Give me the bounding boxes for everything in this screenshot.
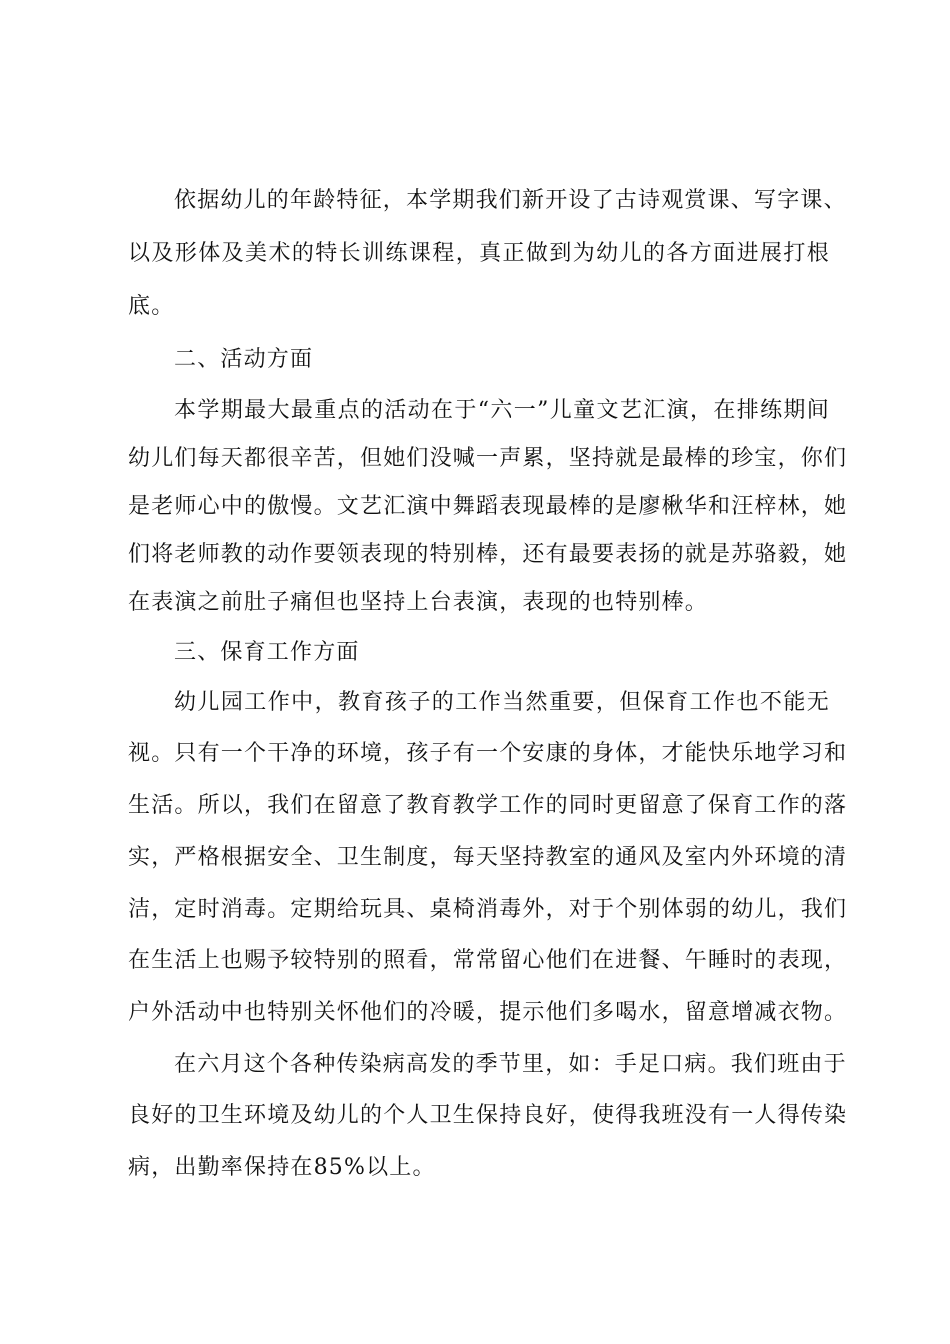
paragraph-3-line-2: 视。只有一个干净的环境，孩子有一个安康的身体，才能快乐地学习和: [128, 741, 848, 766]
paragraph-3-line-5: 洁，定时消毒。定期给玩具、桌椅消毒外，对于个别体弱的幼儿，我们: [128, 897, 848, 922]
paragraph-2-line-5: 在表演之前肚子痛但也坚持上台表演，表现的也特别棒。: [128, 590, 709, 615]
paragraph-3-line-1: 幼儿园工作中，教育孩子的工作当然重要，但保育工作也不能无: [174, 690, 830, 715]
paragraph-2-line-2: 幼儿们每天都很辛苦，但她们没喊一声累，坚持就是最棒的珍宝，你们: [128, 446, 848, 471]
paragraph-2-line-1: 本学期最大最重点的活动在于“六一”儿童文艺汇演，在排练期间: [174, 398, 830, 423]
paragraph-4-line-1: 在六月这个各种传染病高发的季节里，如：手足口病。我们班由于: [174, 1052, 847, 1077]
document-page: [128, 0, 848, 1344]
paragraph-4-line-2: 良好的卫生环境及幼儿的个人卫生保持良好，使得我班没有一人得传染: [128, 1103, 848, 1128]
section-heading-activities: 二、活动方面: [174, 347, 314, 372]
paragraph-3-line-4: 实，严格根据安全、卫生制度，每天坚持教室的通风及室内外环境的清: [128, 845, 848, 870]
paragraph-3-line-6: 在生活上也赐予较特别的照看，常常留心他们在进餐、午睡时的表现，: [128, 948, 848, 973]
paragraph-1-line-2: 以及形体及美术的特长训练课程，真正做到为幼儿的各方面进展打根: [128, 241, 830, 266]
paragraph-3-line-3: 生活。所以，我们在留意了教育教学工作的同时更留意了保育工作的落: [128, 793, 848, 818]
paragraph-2-line-3: 是老师心中的傲慢。文艺汇演中舞蹈表现最棒的是廖楸华和汪梓林，她: [128, 494, 848, 519]
paragraph-3-line-7: 户外活动中也特别关怀他们的冷暖，提示他们多喝水，留意增减衣物。: [128, 1000, 848, 1025]
paragraph-4-line-3: 病，出勤率保持在85%以上。: [128, 1155, 436, 1180]
paragraph-2-line-4: 们将老师教的动作要领表现的特别棒，还有最要表扬的就是苏骆毅，她: [128, 542, 848, 567]
paragraph-1-line-3: 底。: [128, 294, 175, 319]
section-heading-care-work: 三、保育工作方面: [174, 640, 360, 665]
paragraph-1-line-1: 依据幼儿的年龄特征，本学期我们新开设了古诗观赏课、写字课、: [174, 188, 847, 213]
